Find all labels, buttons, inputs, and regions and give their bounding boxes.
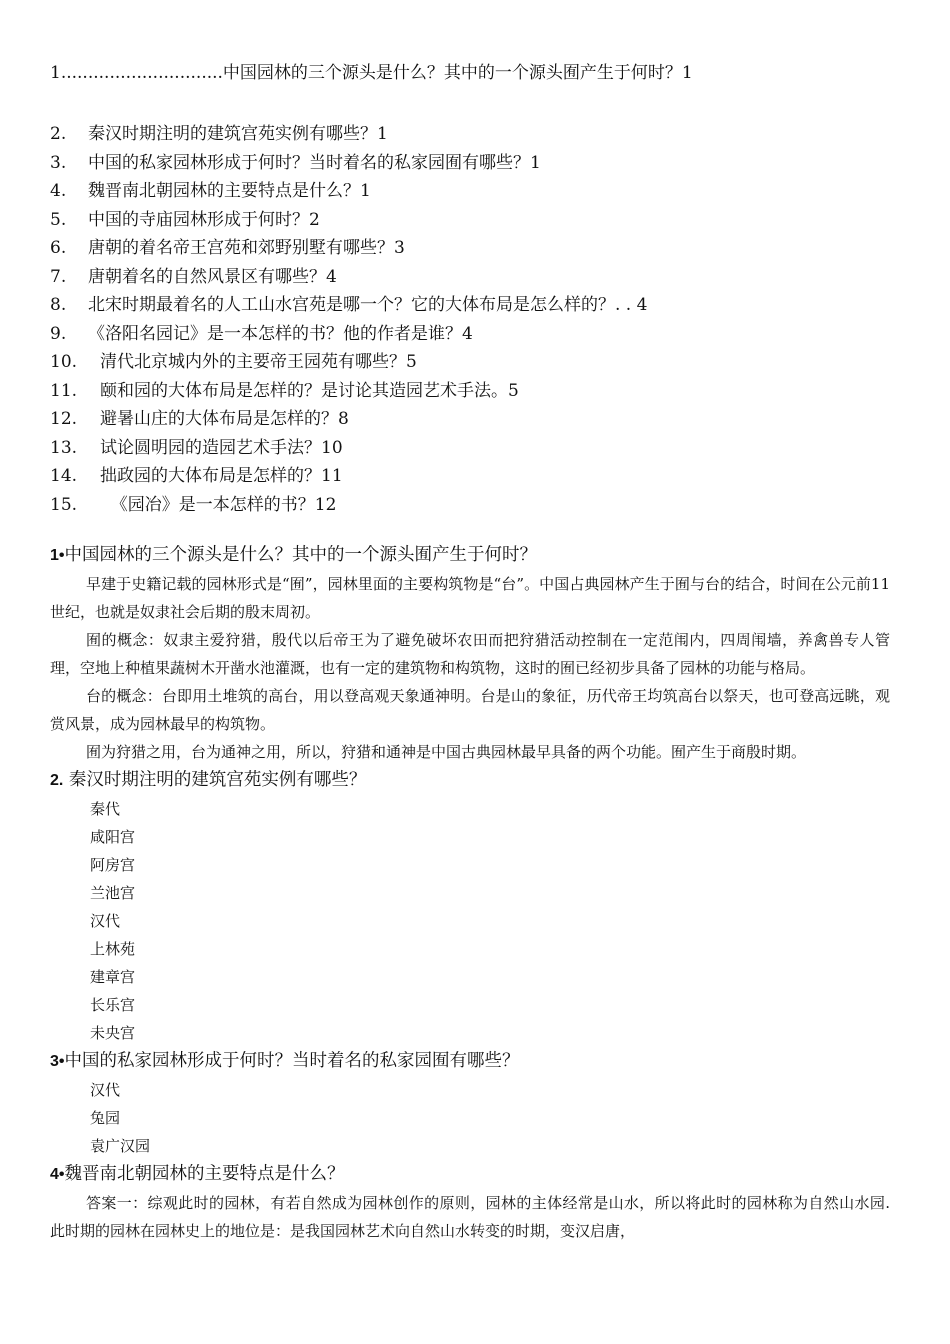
toc-text: 魏晋南北朝园林的主要特点是什么？1 [88,181,371,201]
section-heading [50,766,890,795]
toc-text: 《园冶》是一本怎样的书？12 [100,494,337,515]
toc-text: 试论圆明园的造园艺术手法？10 [100,437,343,458]
toc-entry-1[interactable]: 1..............................中国园林的三个源头是什么？其中的一个源头囿产生于何时？1 [50,63,693,83]
toc-entry[interactable] [50,462,910,491]
toc-text: 中国的私家园林形成于何时？当时着名的私家园囿有哪些？1 [88,152,541,173]
toc-text: 唐朝着名的自然风景区有哪些？4 [88,266,337,287]
list-item: 未央宫 [90,1024,136,1042]
document-body [50,541,890,1245]
section-number: 4• [50,1166,65,1183]
toc-entry[interactable] [50,377,910,406]
list-item: 咸阳宫 [90,828,136,846]
toc-entry[interactable] [50,206,910,235]
toc-entry[interactable] [50,234,910,263]
section-heading [50,1160,890,1189]
section-title: 魏晋南北朝园林的主要特点是什么？ [64,1164,345,1184]
toc-number: 15. [50,494,78,515]
toc-number: 9. [50,323,67,344]
toc-number: 12. [50,409,78,429]
toc-entry[interactable] [50,263,910,292]
section-title: 中国的私家园林形成于何时？当时着名的私家园囿有哪些？ [64,1051,520,1071]
section-heading [50,541,890,570]
toc-entry[interactable] [50,291,910,320]
list-item: 长乐宫 [90,996,136,1014]
list-item: 上林苑 [90,940,136,958]
list-item: 袁广汉园 [90,1137,151,1155]
toc-number: 3. [50,152,67,173]
toc-entry[interactable] [50,177,910,206]
list-item: 阿房宫 [90,856,136,874]
paragraph: 台的概念：台即用土堆筑的高台，用以登高观天象通神明。台是山的象征，历代帝王均筑高台以祭天，也可登高远眺，观赏风景，成为园林最早的构筑物。 [50,687,890,733]
section-number: 3• [50,1053,65,1070]
list-item: 汉代 [90,1081,121,1099]
toc-text: 唐朝的着名帝王宫苑和郊野别墅有哪些？3 [88,238,405,258]
toc-text: 秦汉时期注明的建筑宫苑实例有哪些？1 [88,124,388,144]
toc-entry[interactable] [50,120,910,149]
toc-text: 清代北京城内外的主要帝王园苑有哪些？5 [100,352,417,372]
toc-text: 《洛阳名园记》是一本怎样的书？他的作者是谁？4 [88,323,473,344]
paragraph: 答案一：综观此时的园林，有若自然成为园林创作的原则，园林的主体经常是山水，所以将此时的园林称为自然山水园. 此时期的园林在园林史上的地位是：是我国园林艺术向自然山水转变的时期，变汉启唐， [50,1194,890,1240]
paragraph: 囿为狩猎之用，台为通神之用，所以，狩猎和通神是中国古典园林最早具备的两个功能。囿产生于商殷时期。 [86,743,807,761]
list-item: 建章宫 [90,968,136,986]
paragraph: 囿的概念：奴隶主爱狩猎，殷代以后帝王为了避免破坏农田而把狩猎活动控制在一定范闱内，四周闱墙，养禽兽专人管理，空地上种植果蔬树木开凿水池灌溉，也有一定的建筑物和构筑物，这时的囿已经初步具备了园林的功能与格局。 [50,631,890,677]
toc-entry[interactable] [50,348,910,377]
toc-text: 中国的寺庙园林形成于何时？2 [88,209,320,230]
toc-number: 2. [50,124,67,144]
toc-number: 4. [50,181,67,201]
toc-entry[interactable] [50,149,910,178]
section-heading [50,1047,890,1076]
toc-number: 8. [50,295,67,315]
list-item: 兔园 [90,1109,121,1127]
section-number: 2. [50,772,64,789]
list-item: 兰池宫 [90,884,136,902]
section-title: 中国园林的三个源头是什么？其中的一个源头囿产生于何时？ [64,545,537,565]
toc-entry[interactable] [50,434,910,463]
toc-number: 14. [50,466,78,486]
paragraph: 早建于史籍记载的园林形式是“囿”，园林里面的主要构筑物是“台”。中国占典园林产生于囿与台的结合，时间在公元前11世纪，也就是奴隶社会后期的殷末周初。 [50,575,890,621]
toc-entry[interactable] [50,405,910,434]
toc-text: 拙政园的大体布局是怎样的？11 [100,466,343,486]
toc-text: 避暑山庄的大体布局是怎样的？8 [100,409,349,429]
toc-number: 7. [50,266,67,287]
toc-number: 13. [50,437,78,458]
table-of-contents [50,120,910,519]
toc-number: 5. [50,209,67,230]
toc-number: 11. [50,380,78,401]
toc-entry[interactable] [50,491,910,520]
toc-text: 颐和园的大体布局是怎样的？是讨论其造园艺术手法。5 [100,380,519,401]
toc-text: 北宋时期最着名的人工山水宫苑是哪一个？它的大体布局是怎么样的？. . 4 [88,295,648,315]
toc-number: 6. [50,238,67,258]
list-item: 秦代 [90,800,121,818]
section-title: 秦汉时期注明的建筑宫苑实例有哪些？ [68,770,367,790]
toc-entry[interactable] [50,320,910,349]
list-item: 汉代 [90,912,121,930]
section-number: 1• [50,547,65,564]
toc-number: 10. [50,352,78,372]
